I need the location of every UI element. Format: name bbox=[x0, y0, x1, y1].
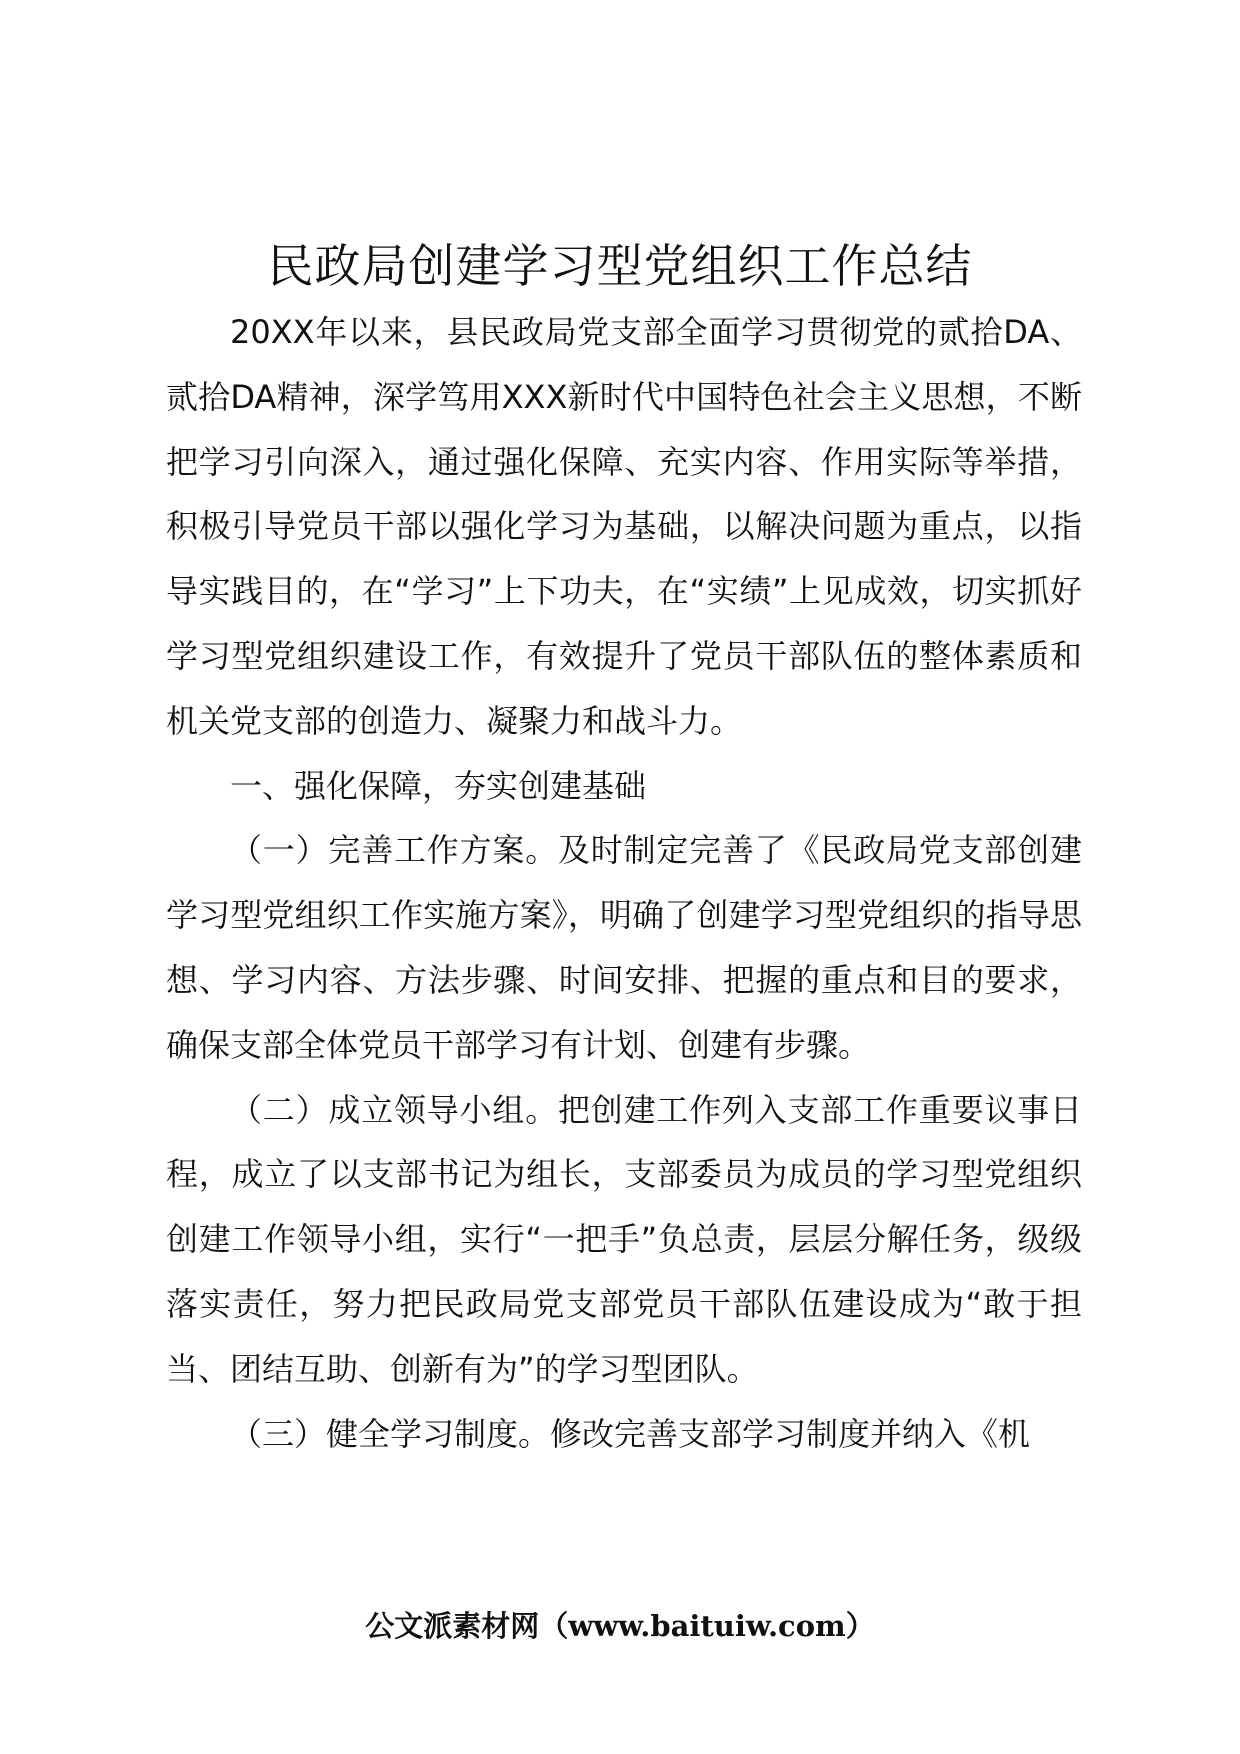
footer-watermark: 公文派素材网（www.baituiw.com） bbox=[365, 1609, 875, 1643]
document-body bbox=[166, 300, 1082, 1466]
intro-paragraph: 20XX年以来，县民政局党支部全面学习贯彻党的贰拾DA、贰拾DA精神，深学笃用XXX新时代中国特色社会主义思想，不断把学习引向深入，通过强化保障、充实内容、作用实际等举措，积极引导党员干部以强化学习为基础，以解决问题为重点，以指导实践目的，在“学习”上下功夫，在“实绩”上见成效，切实抓好学习型党组织建设工作，有效提升了党员干部队伍的整体素质和机关党支部的创造力、凝聚力和战斗力。 bbox=[166, 313, 1082, 740]
subsection-paragraph-3: （三）健全学习制度。修改完善支部学习制度并纳入《机 bbox=[230, 1414, 1031, 1453]
subsection-paragraph-1: （一）完善工作方案。及时制定完善了《民政局党支部创建学习型党组织工作实施方案》，明确了创建学习型党组织的指导思想、学习内容、方法步骤、时间安排、把握的重点和目的要求，确保支部全体党员干部学习有计划、创建有步骤。 bbox=[166, 831, 1082, 1064]
section-heading: 一、强化保障，夯实创建基础 bbox=[230, 766, 647, 805]
document-title: 民政局创建学习型党组织工作总结 bbox=[267, 239, 973, 293]
subsection-paragraph-2: （二）成立领导小组。把创建工作列入支部工作重要议事日程，成立了以支部书记为组长，支部委员为成员的学习型党组织创建工作领导小组，实行“一把手”负总责，层层分解任务，级级落实责任，努力把民政局党支部党员干部队伍建设成为“敢于担当、团结互助、创新有为”的学习型团队。 bbox=[166, 1090, 1082, 1388]
